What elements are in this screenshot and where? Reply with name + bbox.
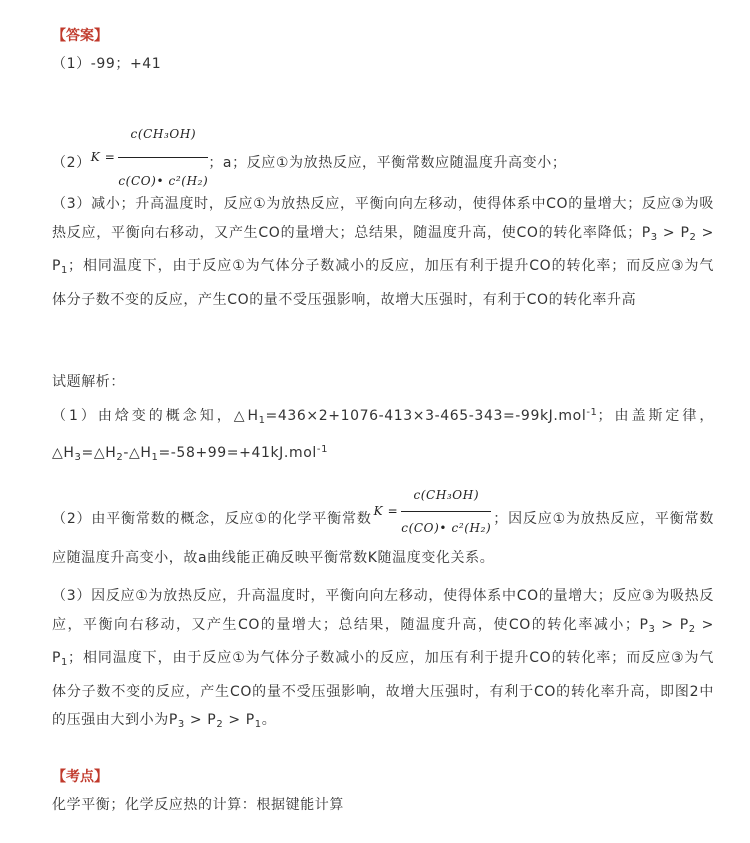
analysis-p3: （3）因反应①为放热反应，升高温度时，平衡向向左移动，使得体系中CO的量增大；反应③为吸热反应，平衡向右移动，又产生CO的量增大；总结果，随温度升高，使CO的转化率减小；$P_3 > P_2 > P_1$；相同温度下，由于反应①为气体分子数减小的反应，加压有利于提升CO的转化率；而反应③为气体分子数不变的反应，产生CO的量不受压强影响，故增大压强时，有利于CO的转化率升高，即图2中的压强由大到小为$P_3 > P_2 > P_1$。 [52, 588, 714, 730]
formula-k: K = [90, 150, 116, 164]
answer-q3-text-a: （3）减小；升高温度时，反应①为放热反应，平衡向向左移动，使得体系中CO的量增大；反应③为吸热反应，平衡向右移动，又产生CO的量增大；总结果，随温度升高，使CO的转化率降低； [52, 196, 714, 241]
delta-h3: $\triangle H_3$ [52, 444, 82, 463]
answer-heading: 【答案】 [52, 28, 108, 44]
answer-q1: （1）-99；+41 [52, 56, 162, 72]
formula-numerator: c(CH₃OH) [118, 112, 208, 158]
analysis-p2: （2）由平衡常数的概念，反应①的化学平衡常数 K = $\frac{\text{c(CH₃OH)}}{\text{c(CO)• c²(H₂)}}$ ；因反应①为放热反应，平衡常数应随温度升高变小，故a曲线能正确反映平衡常数K随温度变化关系。 [52, 480, 714, 573]
pressure-order-3: $P_3 > P_2 > P_1$ [168, 712, 262, 730]
answer-q2-suffix: ；a；反应①为放热反应，平衡常数应随温度升高变小； [208, 155, 567, 171]
answer-q2-prefix: （2） [52, 155, 91, 171]
answer-q2 [52, 112, 712, 188]
pressure-order: $P_3 > P_2 > P_1$ [52, 224, 715, 276]
formula-denominator: c(CO)• c²(H₂) [118, 174, 209, 188]
kaodian-heading: 【考点】 [52, 769, 108, 785]
answer-q3-text-b: ；相同温度下，由于反应①为气体分子数减小的反应，加压有利于提升CO的转化率；而反应③为气体分子数不变的反应，产生CO的量不受压强影响，故增大压强时，有利于CO的转化率升高 [52, 258, 714, 308]
delta-h1: $\triangle H_1$ [233, 408, 266, 426]
answer-q3 [52, 190, 714, 314]
equilibrium-constant-formula-2: K = $\frac{\text{c(CH₃OH)}}{\text{c(CO)• c²(H₂)}}$ [374, 480, 492, 543]
analysis-heading: 试题解析： [52, 374, 125, 390]
delta-h1-b: $\triangle H_1$ [128, 444, 159, 463]
analysis-p1: （1）由焓变的概念知，$\triangle H_1=436\times 2+1076-413\times 3-465-343=-99kJ.mol^{-1}$；由盖斯定律，$\triangle H_3=\triangle H_2-\triangle H_1=-58+99=+41kJ.mol^{-1}$ [52, 407, 714, 463]
delta-h2: $\triangle H_2$ [93, 444, 124, 463]
kaodian-text: 化学平衡；化学反应热的计算：根据键能计算 [52, 797, 344, 813]
pressure-order-2: $P_3 > P_2 > P_1$ [52, 616, 714, 668]
